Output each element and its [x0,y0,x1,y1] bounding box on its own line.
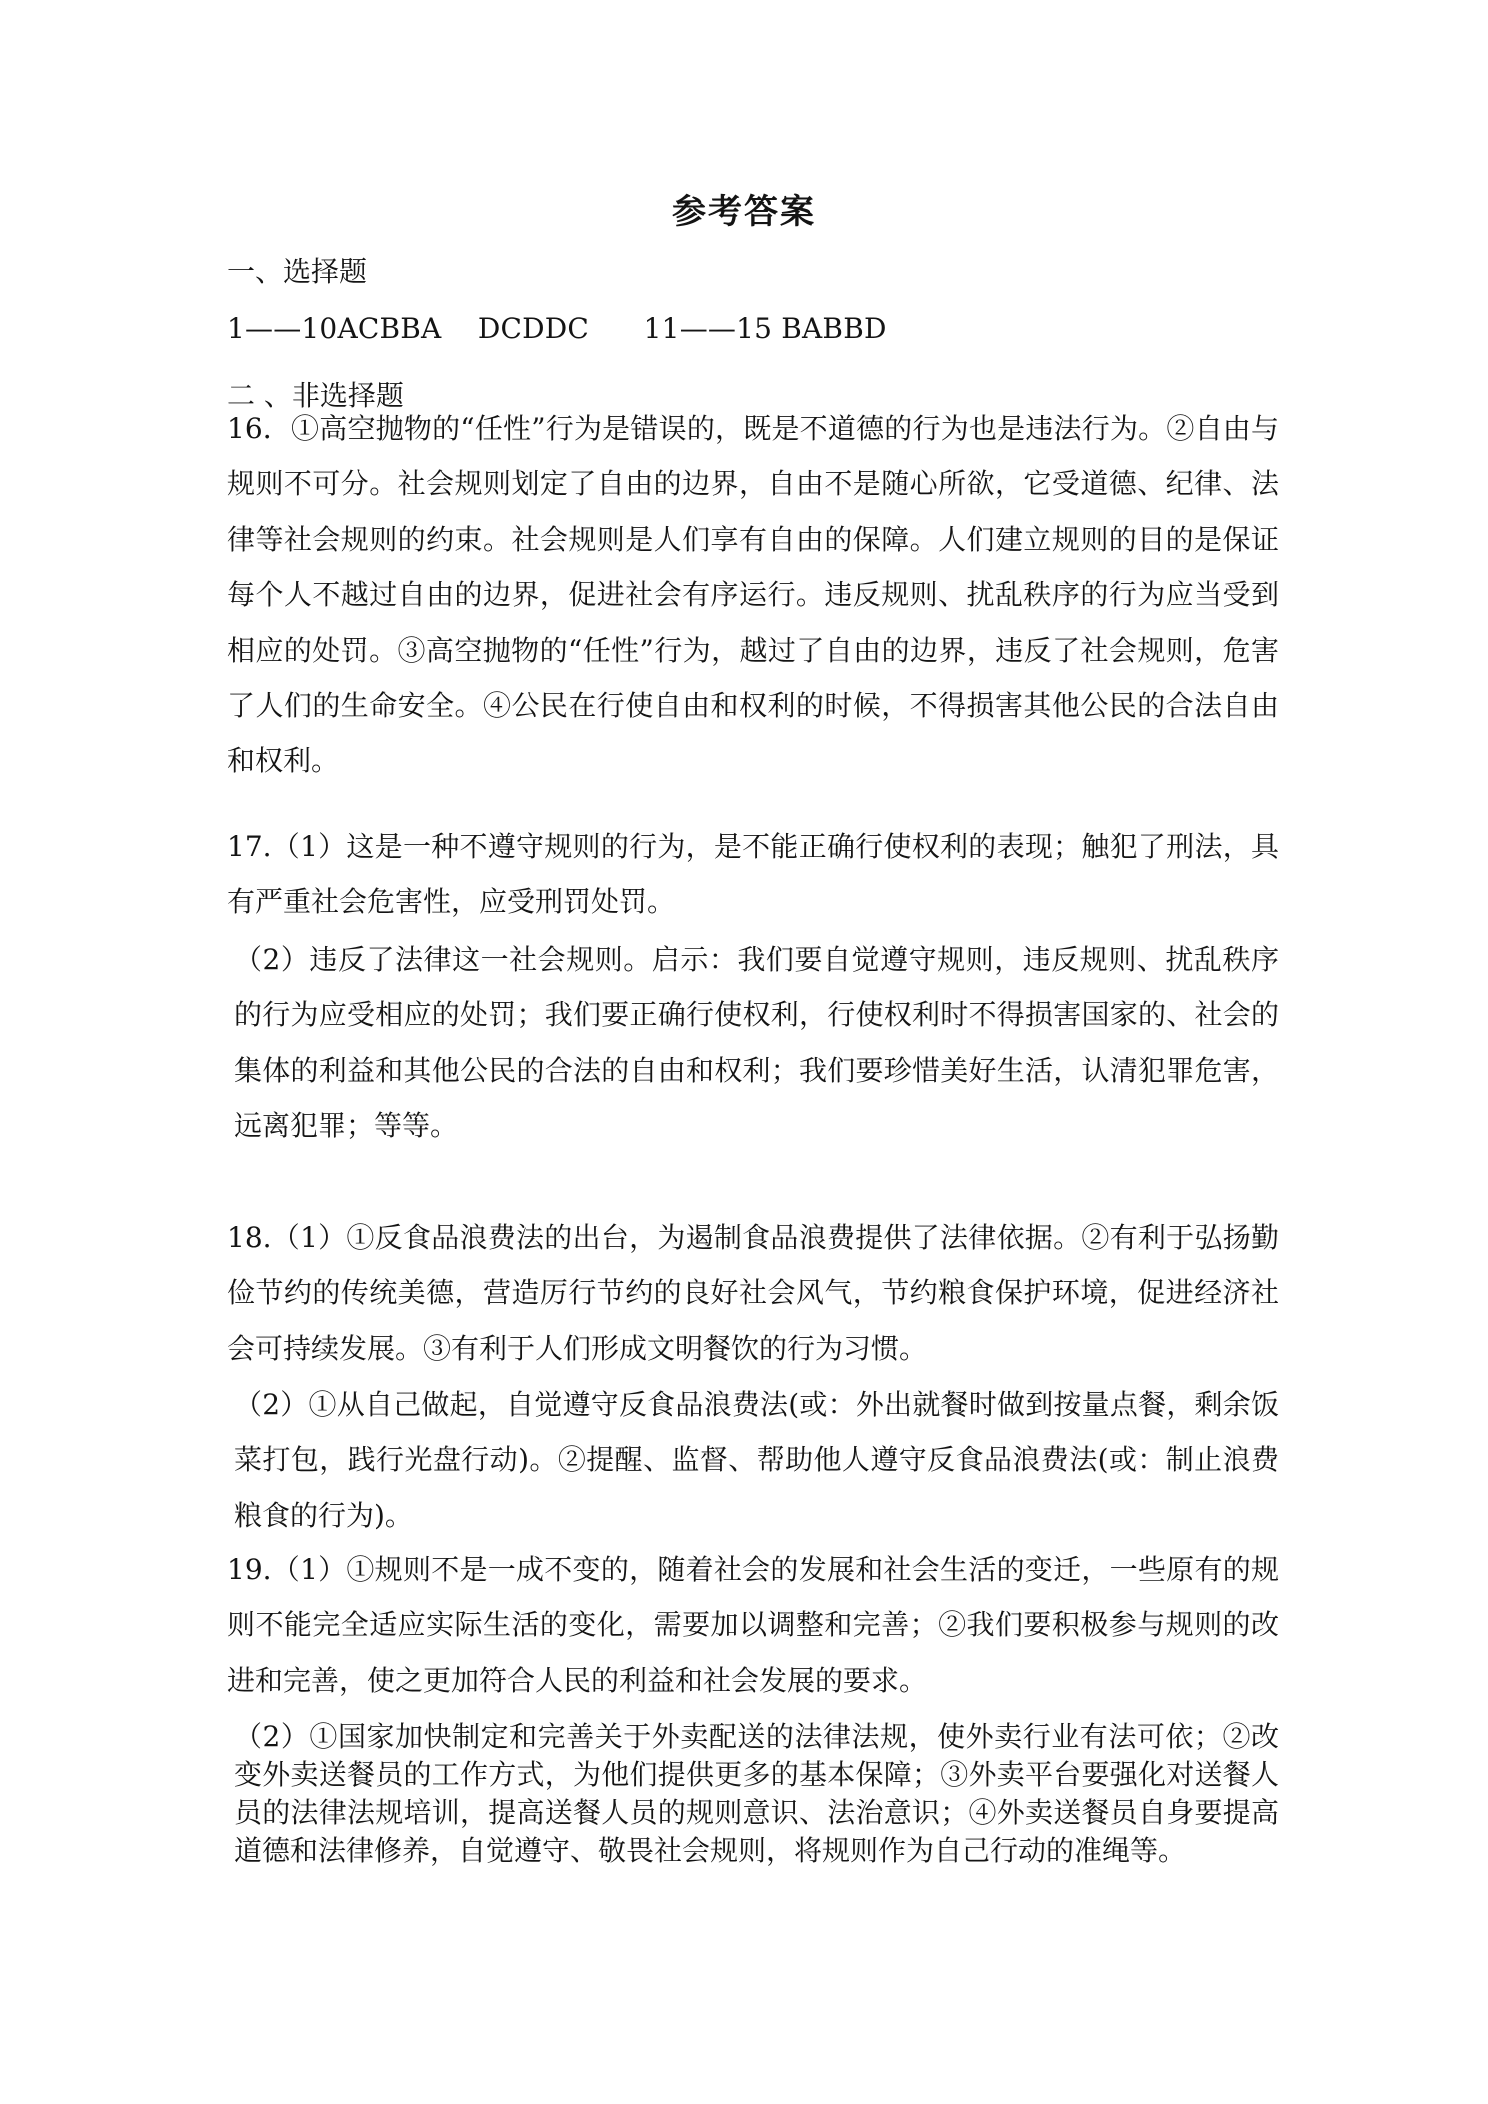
answer-q16: 16．①高空抛物的“任性”行为是错误的，既是不道德的行为也是违法行为。②自由与规则不可分。社会规则划定了自由的边界，自由不是随心所欲，它受道德、纪律、法律等社会规则的约束。社会规则是人们享有自由的保障。人们建立规则的目的是保证每个人不越过自由的边界，促进社会有序运行。违反规则、扰乱秩序的行为应当受到相应的处罚。③高空抛物的“任性”行为，越过了自由的边界，违反了社会规则，危害了人们的生命安全。④公民在行使自由和权利的时候，不得损害其他公民的合法自由和权利。 [227,412,1279,778]
answer-q19-part2: （2）①国家加快制定和完善关于外卖配送的法律法规，使外卖行业有法可依；②改变外卖送餐员的工作方式，为他们提供更多的基本保障；③外卖平台要强化对送餐人员的法律法规培训，提高送餐人员的规则意识、法治意识；④外卖送餐员自身要提高道德和法律修养，自觉遵守、敬畏社会规则，将规则作为自己行动的准绳等。 [234,1720,1279,1867]
answer-q17-part1: 17.（1）这是一种不遵守规则的行为，是不能正确行使权利的表现；触犯了刑法，具有严重社会危害性，应受刑罚处罚。 [227,830,1279,919]
section-heading-non-multiple-choice: 二 、非选择题 [227,379,404,412]
answer-q17-part2: （2）违反了法律这一社会规则。启示：我们要自觉遵守规则，违反规则、扰乱秩序的行为应受相应的处罚；我们要正确行使权利，行使权利时不得损害国家的、社会的集体的利益和其他公民的合法的自由和权利；我们要珍惜美好生活，认清犯罪危害，远离犯罪；等等。 [234,943,1279,1143]
page-title: 参考答案 [672,192,816,232]
answer-q18-part2: （2）①从自己做起，自觉遵守反食品浪费法(或：外出就餐时做到按量点餐，剩余饭菜打包，践行光盘行动)。②提醒、监督、帮助他人遵守反食品浪费法(或：制止浪费粮食的行为)。 [234,1388,1279,1532]
multiple-choice-answers: 1——10ACBBA DCDDC 11——15 BABBD [227,312,887,345]
section-heading-multiple-choice: 一、选择题 [227,255,368,288]
answer-q18-part1: 18.（1）①反食品浪费法的出台，为遏制食品浪费提供了法律依据。②有利于弘扬勤俭节约的传统美德，营造厉行节约的良好社会风气，节约粮食保护环境，促进经济社会可持续发展。③有利于人们形成文明餐饮的行为习惯。 [227,1221,1279,1365]
answer-q19-part1: 19.（1）①规则不是一成不变的，随着社会的发展和社会生活的变迁，一些原有的规则不能完全适应实际生活的变化，需要加以调整和完善；②我们要积极参与规则的改进和完善，使之更加符合人民的利益和社会发展的要求。 [227,1553,1279,1697]
